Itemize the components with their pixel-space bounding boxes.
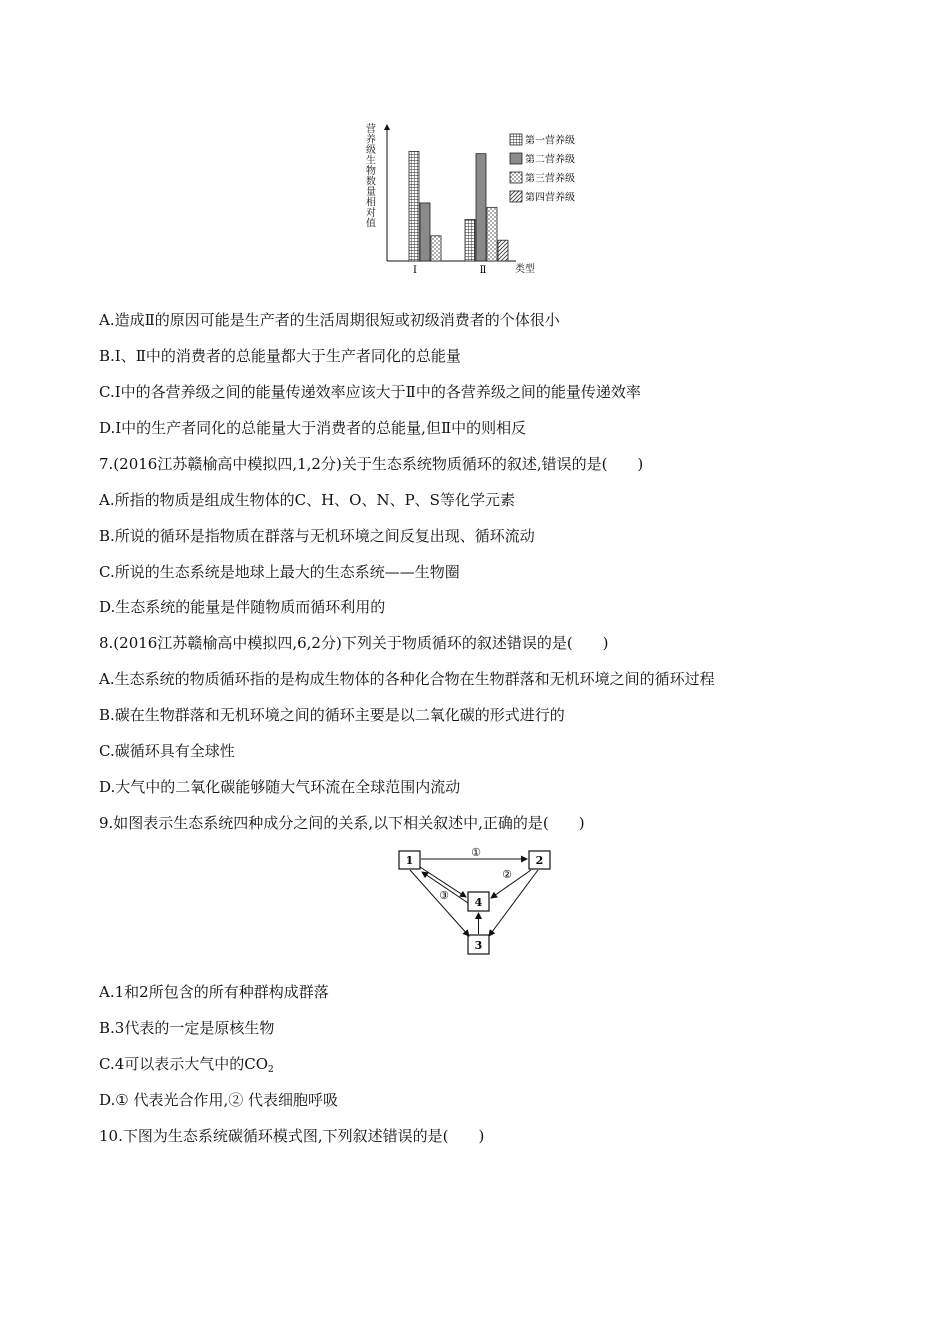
arrow-label-1: ① xyxy=(471,846,481,859)
box-4 xyxy=(468,892,489,911)
box-2-label: 2 xyxy=(535,854,544,867)
q10-stem: 10.下图为生态系统碳循环模式图,下列叙述错误的是( ) xyxy=(99,1127,485,1145)
trophic-level-bar-chart xyxy=(360,118,600,283)
ecosystem-components-diagram xyxy=(394,843,562,959)
q9-option-c xyxy=(99,1054,274,1080)
bar xyxy=(465,219,475,261)
y-axis-label-char: 营 xyxy=(366,124,376,135)
diagram-svg xyxy=(394,843,562,959)
y-axis-label-char: 对 xyxy=(366,208,376,219)
x-tick-labels xyxy=(413,265,487,276)
x-tick-label: Ⅰ xyxy=(413,265,417,276)
bar xyxy=(420,203,430,261)
y-axis-arrow xyxy=(384,124,390,130)
y-axis-label-char: 生 xyxy=(366,155,376,167)
arrow-label-2: ② xyxy=(502,868,512,881)
q7-stem: 7.(2016江苏赣榆高中模拟四,1,2分)关于生态系统物质循环的叙述,错误的是( ) xyxy=(99,455,644,473)
box-4-label: 4 xyxy=(474,896,483,909)
q7-option-c: C.所说的生态系统是地球上最大的生态系统——生物圈 xyxy=(99,563,460,581)
y-axis-label-char: 养 xyxy=(366,134,376,146)
legend-swatch xyxy=(510,191,522,202)
legend-swatch xyxy=(510,172,522,183)
q9-option-b: B.3代表的一定是原核生物 xyxy=(99,1019,275,1037)
y-axis-label-char: 物 xyxy=(366,166,376,177)
q6-option-a: A.造成Ⅱ的原因可能是生产者的生活周期很短或初级消费者的个体很小 xyxy=(99,311,560,329)
legend-label: 第三营养级 xyxy=(525,173,575,185)
q8-option-b: B.碳在生物群落和无机环境之间的循环主要是以二氧化碳的形式进行的 xyxy=(99,706,565,724)
chart-legend xyxy=(510,134,575,204)
x-tick-label: Ⅱ xyxy=(479,265,487,276)
q6-option-c: C.Ⅰ中的各营养级之间的能量传递效率应该大于Ⅱ中的各营养级之间的能量传递效率 xyxy=(99,383,641,401)
bar xyxy=(498,240,508,261)
legend-swatch xyxy=(510,134,522,145)
q9-option-c-subscript: 2 xyxy=(268,1065,274,1075)
arrow-label-3: ③ xyxy=(439,889,449,902)
box-1-label: 1 xyxy=(405,854,414,867)
q8-stem: 8.(2016江苏赣榆高中模拟四,6,2分)下列关于物质循环的叙述错误的是( ) xyxy=(99,634,609,652)
legend-swatch xyxy=(510,153,522,164)
box-3-label: 3 xyxy=(474,939,483,952)
q9-option-c-text: C.4可以表示大气中的CO xyxy=(99,1055,269,1073)
bar xyxy=(476,154,486,261)
x-axis-label: 类型 xyxy=(515,264,535,275)
y-axis-label-char: 量 xyxy=(366,187,376,198)
q8-option-c: C.碳循环具有全球性 xyxy=(99,742,235,760)
y-axis-label-char: 值 xyxy=(366,218,376,230)
q7-option-d: D.生态系统的能量是伴随物质而循环利用的 xyxy=(99,598,386,616)
q6-option-d: D.Ⅰ中的生产者同化的总能量大于消费者的总能量,但Ⅱ中的则相反 xyxy=(99,419,527,437)
legend-label: 第二营养级 xyxy=(525,154,575,166)
legend-label: 第一营养级 xyxy=(525,135,575,147)
box-3 xyxy=(468,935,489,954)
arrow-2-to-3 xyxy=(489,870,538,936)
q8-option-a: A.生态系统的物质循环指的是构成生物体的各种化合物在生物群落和无机环境之间的循环过程 xyxy=(99,670,715,688)
box-2 xyxy=(529,851,550,869)
q7-option-a: A.所指的物质是组成生物体的C、H、O、N、P、S等化学元素 xyxy=(99,491,515,509)
legend-label: 第四营养级 xyxy=(525,192,575,204)
bar xyxy=(431,236,441,261)
bar xyxy=(409,151,419,261)
q6-option-b: B.Ⅰ、Ⅱ中的消费者的总能量都大于生产者同化的总能量 xyxy=(99,347,461,365)
chart-svg xyxy=(360,118,600,283)
bars-group xyxy=(409,151,508,261)
y-axis-label-char: 数 xyxy=(366,176,376,188)
bar xyxy=(487,207,497,261)
y-axis-label xyxy=(366,122,376,230)
q9-option-a: A.1和2所包含的所有种群构成群落 xyxy=(99,983,329,1001)
y-axis-label-char: 级 xyxy=(366,145,376,156)
y-axis-label-char: 相 xyxy=(366,197,376,209)
q8-option-d: D.大气中的二氧化碳能够随大气环流在全球范围内流动 xyxy=(99,778,461,796)
box-1 xyxy=(399,851,420,869)
q7-option-b: B.所说的循环是指物质在群落与无机环境之间反复出现、循环流动 xyxy=(99,527,535,545)
q9-option-d: D.① 代表光合作用,② 代表细胞呼吸 xyxy=(99,1091,339,1109)
q9-stem: 9.如图表示生态系统四种成分之间的关系,以下相关叙述中,正确的是( ) xyxy=(99,814,585,832)
